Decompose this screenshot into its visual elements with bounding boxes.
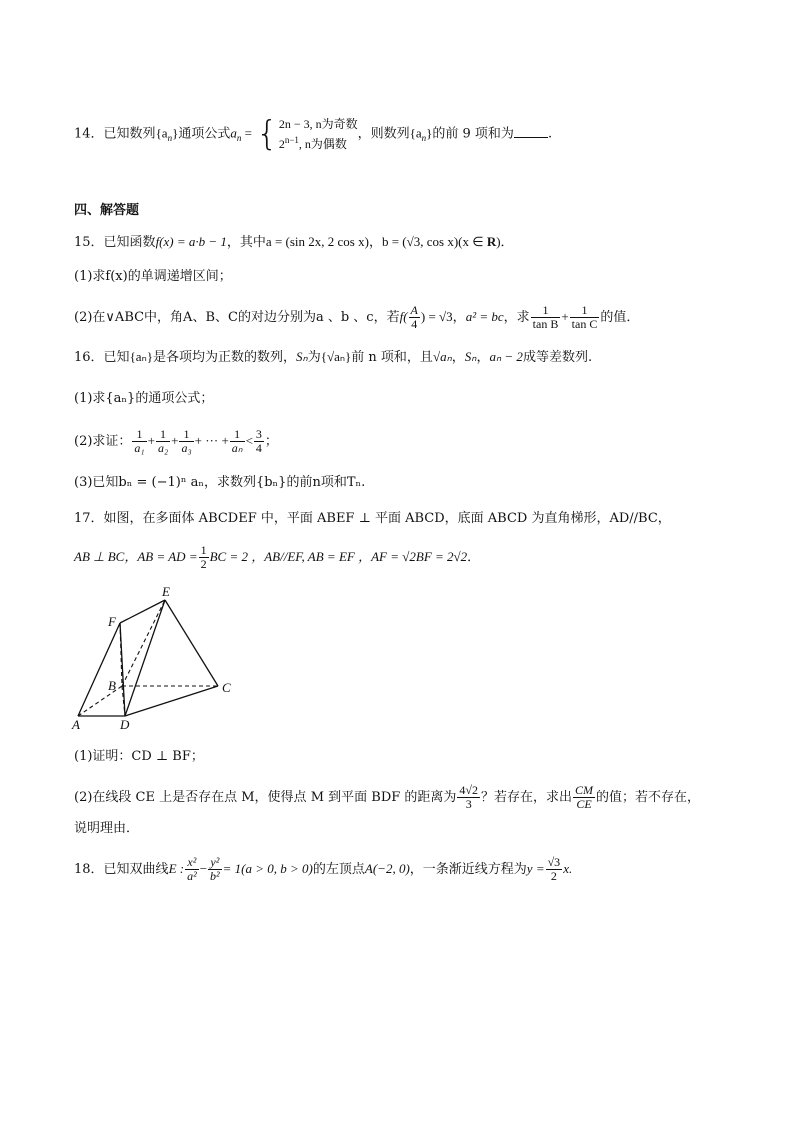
fraction: $\frac{4√2}{3}$ [459, 783, 478, 811]
fraction: $\frac{1}{\text{tan C}}$ [571, 303, 598, 331]
fraction: $\frac{1}{\text{a₁}}$ [134, 427, 145, 455]
left-brace: { [256, 114, 278, 154]
fraction: $\frac{\text{x²}}{\text{a²}}$ [187, 855, 197, 883]
question-15-part-1: (1)求f(x)的单调递增区间； [74, 269, 232, 284]
fraction: $\frac{√3}{2}$ [547, 855, 561, 883]
polyhedron-figure [70, 580, 250, 730]
fraction: $\frac{A}{4}$ [410, 303, 418, 331]
question-17-part-2: (2)在线段 CE 上是否存在点 M，使得点 M 到平面 BDF 的距离为 $\frac{4√2}{3}$ ？若存在，求出 $\frac{CM}{CE}$ 的值；若不存在， [74, 783, 701, 811]
edge-FD [120, 623, 125, 716]
question-17: 17．如图，在多面体 ABCDEF 中，平面 ABEF ⊥ 平面 ABCD，底面 ABCD 为直角梯形，AD//BC， [74, 511, 671, 526]
question-16-part-1: (1)求{aₙ}的通项公式； [74, 391, 214, 406]
fraction: $\frac{\text{y²}}{\text{b²}}$ [210, 855, 220, 883]
question-17-part-2-cont: 说明理由． [74, 821, 140, 836]
question-16-part-3: (3)已知bₙ = (−1)ⁿ aₙ，求数列{bₙ}的前n项和Tₙ. [74, 475, 366, 490]
fraction: $\frac{1}{\text{tan B}}$ [532, 303, 559, 331]
question-14: 14．已知数列$\{a_n\}$通项公式$a_n$ = { 2n − 3, n为奇数 $2^{n-1}$, n为偶数 ，则数列$\{a_n\}$的前 9 项和为 . [74, 114, 553, 154]
fraction: $\frac{1}{\text{a₂}}$ [157, 427, 169, 455]
fraction: $\frac{1}{\text{a₃}}$ [181, 427, 192, 455]
vertex-label-F: F [108, 614, 116, 629]
section-heading: 四、解答题 [74, 203, 140, 218]
question-15-part-2: (2)在∨ABC中，角A、B、C的对边分别为a 、b 、c，若f( $\frac{A}{4}$ ) = √3，a² = bc，求 $\frac{1}{\text{tan B}}$ + $\frac{1}{\text{tan C}}$ 的值． [74, 303, 640, 331]
question-16-part-2: (2)求证： $\frac{1}{\text{a₁}}$ + $\frac{1}{\text{a₂}}$ + $\frac{1}{\text{a₃}}$ + ··· + $\frac{1}{\text{aₙ}}$ < $\frac{3}{4}$ ； [74, 427, 278, 455]
fraction: $\frac{CM}{CE}$ [575, 783, 594, 811]
question-17-part-1: (1)证明：CD ⊥ BF； [74, 749, 204, 764]
vertex-label-C: C [222, 680, 231, 695]
piecewise-cases: 2n − 3, n为奇数 $2^{n-1}$, n为偶数 [278, 117, 358, 151]
vertex-label-B: B [108, 678, 116, 693]
fraction: $\frac{1}{\text{aₙ}}$ [231, 427, 243, 455]
vertex-label-A: A [72, 717, 80, 730]
vertex-label-E: E [162, 584, 170, 599]
question-15: 15．已知函数f(x) = a·b − 1，其中a = (sin 2x, 2 cos x)，b = (√3, cos x)(x ∈ R)． [74, 234, 514, 250]
vertex-label-D: D [120, 717, 130, 730]
question-16: 16．已知{aₙ}是各项均为正数的数列，Sₙ为{√aₙ}前 n 项和，且√aₙ，Sₙ，aₙ − 2成等差数列. [74, 349, 593, 365]
answer-blank[interactable] [514, 125, 548, 138]
edge-EC [165, 600, 218, 686]
edge-BE-hidden [122, 600, 165, 686]
fraction: $\frac{1}{2}$ [200, 543, 207, 571]
fraction: $\frac{3}{4}$ [255, 427, 262, 455]
question-18: 18．已知双曲线E : $\frac{\text{x²}}{\text{a²}}$ − $\frac{\text{y²}}{\text{b²}}$ = 1(a > 0, b > 0)的左顶点A(−2, 0)，一条渐近线方程为y = $\frac{√3}{2}$ x. [74, 855, 573, 883]
edge-DC [125, 686, 218, 716]
edge-AF [78, 623, 120, 716]
question-17-line-2: AB ⊥ BC，AB = AD = $\frac{1}{2}$ BC = 2 ，AB//EF, AB = EF ，AF = √2BF = 2√2． [74, 543, 481, 571]
question-number: 14． [74, 126, 104, 142]
